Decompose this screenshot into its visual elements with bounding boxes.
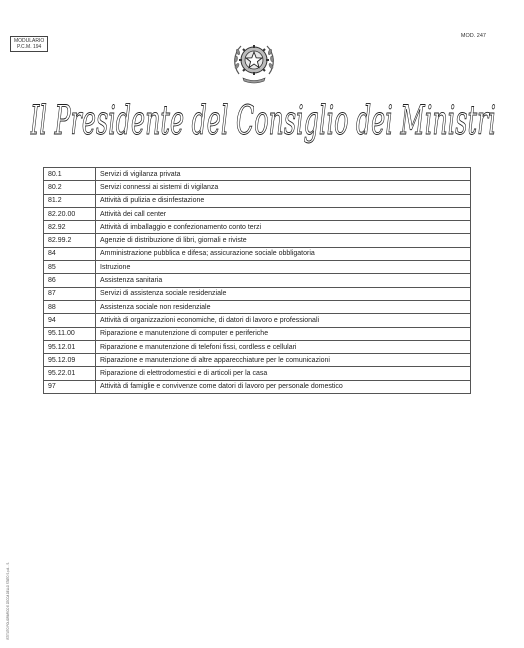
activity-codes-table — [43, 167, 471, 394]
table-row — [44, 300, 471, 313]
activity-code-cell: 85 — [44, 261, 96, 274]
table-row — [44, 314, 471, 327]
table-row — [44, 207, 471, 220]
activity-description-cell: Riparazione e manutenzione di altre apparecchiature per le comunicazioni — [96, 354, 471, 367]
table-row — [44, 287, 471, 300]
table-row — [44, 274, 471, 287]
activity-description-cell: Riparazione e manutenzione di telefoni fissi, cordless e cellulari — [96, 340, 471, 353]
table-row — [44, 380, 471, 393]
form-code-line2: P.C.M. 194 — [16, 44, 42, 50]
table-row — [44, 247, 471, 260]
activity-code-cell: 86 — [44, 274, 96, 287]
activity-code-cell: 80.1 — [44, 168, 96, 181]
activity-description-cell: Servizi connessi ai sistemi di vigilanza — [96, 181, 471, 194]
form-code-box — [10, 36, 48, 52]
activity-description-cell: Riparazione di elettrodomestici e di articoli per la casa — [96, 367, 471, 380]
activity-description-cell: Servizi di assistenza sociale residenziale — [96, 287, 471, 300]
activity-code-cell: 82.20.00 — [44, 207, 96, 220]
printer-side-text — [2, 560, 12, 640]
activity-code-cell: 95.22.01 — [44, 367, 96, 380]
activity-description-cell: Amministrazione pubblica e difesa; assicurazione sociale obbligatoria — [96, 247, 471, 260]
activity-code-cell: 94 — [44, 314, 96, 327]
table-row — [44, 221, 471, 234]
activity-description-cell: Istruzione — [96, 261, 471, 274]
activity-code-cell: 84 — [44, 247, 96, 260]
activity-code-cell: 97 — [44, 380, 96, 393]
activity-code-cell: 81.2 — [44, 194, 96, 207]
table-row — [44, 367, 471, 380]
activity-description-cell: Assistenza sociale non residenziale — [96, 300, 471, 313]
activity-code-cell: 95.12.01 — [44, 340, 96, 353]
letterhead-title-text: Il Presidente del Consiglio dei Ministri — [30, 98, 497, 144]
table-row — [44, 181, 471, 194]
letterhead-title — [30, 96, 500, 146]
activity-description-cell: Attività di pulizia e disinfestazione — [96, 194, 471, 207]
table-row — [44, 261, 471, 274]
activity-code-cell: 82.92 — [44, 221, 96, 234]
mod-number: MOD. 247 — [460, 33, 486, 39]
table-row — [44, 194, 471, 207]
activity-codes-table-body — [44, 168, 471, 394]
activity-description-cell: Riparazione e manutenzione di computer e periferiche — [96, 327, 471, 340]
activity-code-cell: 95.12.09 — [44, 354, 96, 367]
table-row — [44, 327, 471, 340]
activity-code-cell: 95.11.00 — [44, 327, 96, 340]
activity-description-cell: Agenzie di distribuzione di libri, giornali e riviste — [96, 234, 471, 247]
table-row — [44, 234, 471, 247]
activity-description-cell: Attività di famiglie e convivenze come datori di lavoro per personale domestico — [96, 380, 471, 393]
printer-side-text-label: ISTITUTO POLIGRAFICO E ZECCA DELLO STATO S.p.A. - S. — [6, 560, 10, 640]
activity-description-cell: Assistenza sanitaria — [96, 274, 471, 287]
activity-code-cell: 80.2 — [44, 181, 96, 194]
italian-republic-emblem-icon — [229, 36, 279, 86]
activity-description-cell: Servizi di vigilanza privata — [96, 168, 471, 181]
activity-code-cell: 88 — [44, 300, 96, 313]
table-row — [44, 168, 471, 181]
activity-description-cell: Attività di organizzazioni economiche, di datori di lavoro e professionali — [96, 314, 471, 327]
form-code-line1: MODULARIO — [14, 38, 45, 44]
activity-description-cell: Attività dei call center — [96, 207, 471, 220]
activity-code-cell: 82.99.2 — [44, 234, 96, 247]
table-row — [44, 354, 471, 367]
activity-code-cell: 87 — [44, 287, 96, 300]
table-row — [44, 340, 471, 353]
activity-description-cell: Attività di imballaggio e confezionamento conto terzi — [96, 221, 471, 234]
